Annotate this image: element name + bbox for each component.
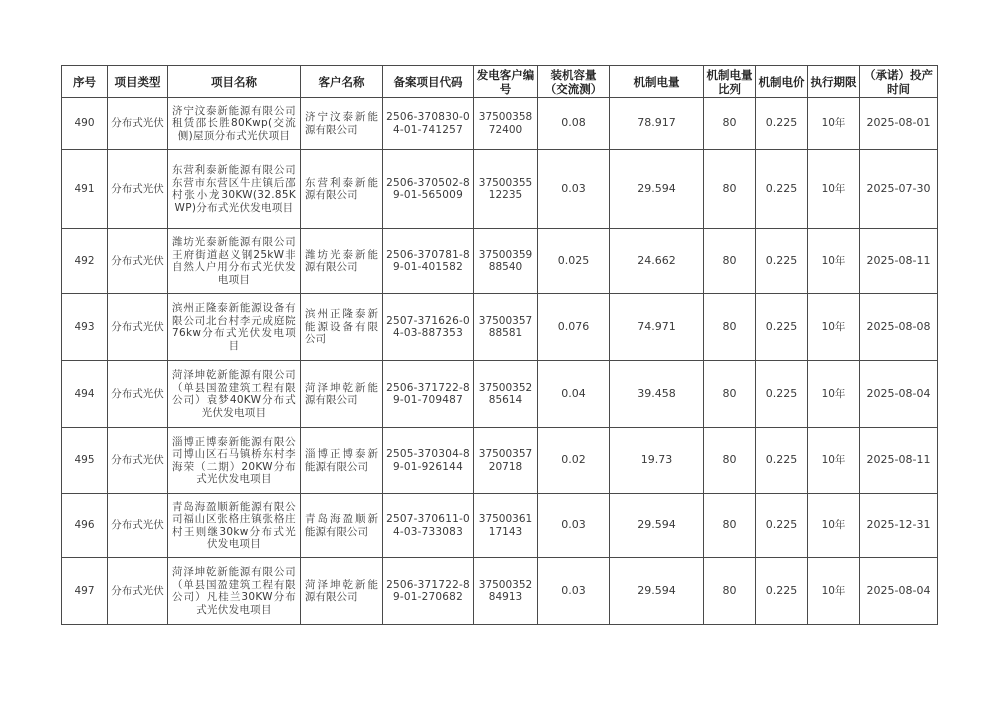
cell-project-name: 淄博正博泰新能源有限公司博山区石马镇桥东村李海荣（二期）20KW分布式光伏发电项目 (168, 428, 301, 494)
table-row (62, 150, 938, 229)
cell-filing-code: 2506-370830-04-01-741257 (383, 98, 474, 150)
cell-period: 10年 (808, 229, 860, 294)
cell-project-name: 滨州正隆泰新能源设备有限公司北台村李元成庭院76kw分布式光伏发电项目 (168, 294, 301, 361)
cell-type: 分布式光伏 (108, 428, 168, 494)
cell-customer: 济宁汶泰新能源有限公司 (301, 98, 383, 150)
table-row (62, 294, 938, 361)
cell-commission-time: 2025-12-31 (860, 494, 938, 558)
cell-type: 分布式光伏 (108, 150, 168, 229)
cell-project-name: 菏泽坤乾新能源有限公司（单县国盈建筑工程有限公司）袁梦40KW分布式光伏发电项目 (168, 361, 301, 428)
cell-mech-price: 0.225 (756, 229, 808, 294)
cell-customer: 菏泽坤乾新能源有限公司 (301, 558, 383, 625)
cell-mech-price: 0.225 (756, 494, 808, 558)
cell-mech-energy: 19.73 (610, 428, 704, 494)
cell-gen-customer-no: 3750036117143 (474, 494, 538, 558)
cell-project-name: 潍坊光泰新能源有限公司王府街道赵义钢25kW非自然人户用分布式光伏发电项目 (168, 229, 301, 294)
cell-commission-time: 2025-08-04 (860, 558, 938, 625)
cell-capacity: 0.03 (538, 558, 610, 625)
cell-mech-energy: 29.594 (610, 494, 704, 558)
cell-gen-customer-no: 3750035284913 (474, 558, 538, 625)
cell-mech-ratio: 80 (704, 294, 756, 361)
header-mech-price: 机制电价 (756, 66, 808, 98)
cell-mech-energy: 78.917 (610, 98, 704, 150)
cell-gen-customer-no: 3750035988540 (474, 229, 538, 294)
cell-customer: 东营利泰新能源有限公司 (301, 150, 383, 229)
cell-period: 10年 (808, 98, 860, 150)
cell-type: 分布式光伏 (108, 494, 168, 558)
cell-filing-code: 2507-371626-04-03-887353 (383, 294, 474, 361)
cell-capacity: 0.08 (538, 98, 610, 150)
header-customer: 客户名称 (301, 66, 383, 98)
cell-commission-time: 2025-08-08 (860, 294, 938, 361)
cell-mech-ratio: 80 (704, 150, 756, 229)
cell-capacity: 0.025 (538, 229, 610, 294)
project-table (61, 65, 938, 625)
cell-seq: 491 (62, 150, 108, 229)
cell-capacity: 0.03 (538, 494, 610, 558)
cell-mech-ratio: 80 (704, 428, 756, 494)
cell-seq: 490 (62, 98, 108, 150)
cell-mech-ratio: 80 (704, 361, 756, 428)
cell-mech-energy: 39.458 (610, 361, 704, 428)
header-filing-code: 备案项目代码 (383, 66, 474, 98)
cell-seq: 494 (62, 361, 108, 428)
cell-type: 分布式光伏 (108, 229, 168, 294)
cell-period: 10年 (808, 494, 860, 558)
table-row (62, 361, 938, 428)
cell-project-name: 济宁汶泰新能源有限公司租赁邵长胜80Kwp(交流侧)屋顶分布式光伏项目 (168, 98, 301, 150)
cell-seq: 492 (62, 229, 108, 294)
cell-type: 分布式光伏 (108, 558, 168, 625)
cell-filing-code: 2506-371722-89-01-709487 (383, 361, 474, 428)
cell-customer: 淄博正博泰新能源有限公司 (301, 428, 383, 494)
cell-type: 分布式光伏 (108, 361, 168, 428)
table-row (62, 494, 938, 558)
header-gen-customer-no: 发电客户编号 (474, 66, 538, 98)
header-mech-energy: 机制电量 (610, 66, 704, 98)
cell-seq: 496 (62, 494, 108, 558)
cell-period: 10年 (808, 428, 860, 494)
header-capacity: 装机容量（交流测） (538, 66, 610, 98)
cell-mech-ratio: 80 (704, 494, 756, 558)
cell-mech-price: 0.225 (756, 98, 808, 150)
cell-mech-ratio: 80 (704, 98, 756, 150)
cell-type: 分布式光伏 (108, 294, 168, 361)
cell-mech-ratio: 80 (704, 558, 756, 625)
header-row (62, 66, 938, 98)
table-row (62, 428, 938, 494)
cell-period: 10年 (808, 361, 860, 428)
table-row (62, 558, 938, 625)
cell-seq: 493 (62, 294, 108, 361)
cell-mech-price: 0.225 (756, 558, 808, 625)
cell-gen-customer-no: 3750035720718 (474, 428, 538, 494)
cell-commission-time: 2025-08-01 (860, 98, 938, 150)
cell-customer: 潍坊光泰新能源有限公司 (301, 229, 383, 294)
cell-filing-code: 2505-370304-89-01-926144 (383, 428, 474, 494)
cell-seq: 497 (62, 558, 108, 625)
cell-seq: 495 (62, 428, 108, 494)
cell-project-name: 菏泽坤乾新能源有限公司（单县国盈建筑工程有限公司）凡桂兰30KW分布式光伏发电项目 (168, 558, 301, 625)
header-mech-ratio: 机制电量比列 (704, 66, 756, 98)
header-period: 执行期限 (808, 66, 860, 98)
cell-mech-energy: 29.594 (610, 558, 704, 625)
cell-mech-price: 0.225 (756, 294, 808, 361)
cell-capacity: 0.02 (538, 428, 610, 494)
cell-project-name: 青岛海盈顺新能源有限公司福山区张格庄镇张格庄村王则继30kw分布式光伏发电项目 (168, 494, 301, 558)
header-commission-time: （承诺）投产时间 (860, 66, 938, 98)
cell-filing-code: 2506-370502-89-01-565009 (383, 150, 474, 229)
cell-filing-code: 2506-371722-89-01-270682 (383, 558, 474, 625)
header-project-name: 项目名称 (168, 66, 301, 98)
table-row (62, 98, 938, 150)
cell-period: 10年 (808, 294, 860, 361)
cell-type: 分布式光伏 (108, 98, 168, 150)
table-row (62, 229, 938, 294)
cell-customer: 青岛海盈顺新能源有限公司 (301, 494, 383, 558)
header-seq: 序号 (62, 66, 108, 98)
cell-period: 10年 (808, 558, 860, 625)
cell-gen-customer-no: 3750035872400 (474, 98, 538, 150)
cell-gen-customer-no: 3750035788581 (474, 294, 538, 361)
cell-capacity: 0.03 (538, 150, 610, 229)
cell-mech-energy: 74.971 (610, 294, 704, 361)
cell-mech-price: 0.225 (756, 428, 808, 494)
cell-customer: 菏泽坤乾新能源有限公司 (301, 361, 383, 428)
cell-project-name: 东营利泰新能源有限公司东营市东营区牛庄镇后邵村张小龙30KW(32.85KWP)分布式光伏发电项目 (168, 150, 301, 229)
cell-mech-energy: 29.594 (610, 150, 704, 229)
cell-commission-time: 2025-08-11 (860, 428, 938, 494)
cell-commission-time: 2025-08-11 (860, 229, 938, 294)
cell-mech-ratio: 80 (704, 229, 756, 294)
cell-commission-time: 2025-08-04 (860, 361, 938, 428)
cell-capacity: 0.076 (538, 294, 610, 361)
cell-commission-time: 2025-07-30 (860, 150, 938, 229)
table-body (62, 98, 938, 625)
cell-mech-price: 0.225 (756, 361, 808, 428)
cell-capacity: 0.04 (538, 361, 610, 428)
cell-customer: 滨州正隆泰新能源设备有限公司 (301, 294, 383, 361)
cell-gen-customer-no: 3750035512235 (474, 150, 538, 229)
cell-filing-code: 2506-370781-89-01-401582 (383, 229, 474, 294)
header-type: 项目类型 (108, 66, 168, 98)
table-header (62, 66, 938, 98)
cell-period: 10年 (808, 150, 860, 229)
cell-gen-customer-no: 3750035285614 (474, 361, 538, 428)
cell-mech-price: 0.225 (756, 150, 808, 229)
cell-mech-energy: 24.662 (610, 229, 704, 294)
cell-filing-code: 2507-370611-04-03-733083 (383, 494, 474, 558)
